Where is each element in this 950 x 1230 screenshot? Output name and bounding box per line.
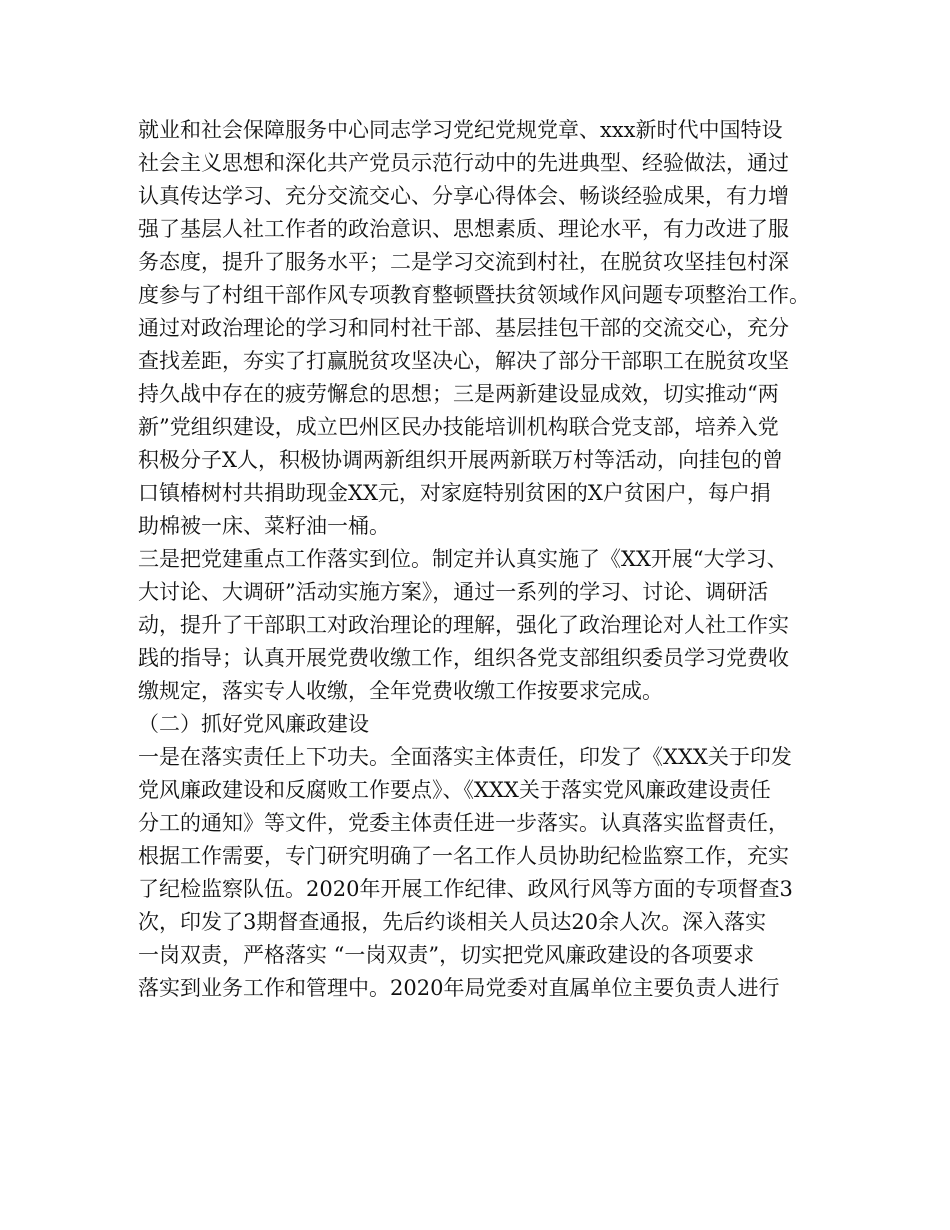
text-line: 就业和社会保障服务中心同志学习党纪党规党章、xxx新时代中国特设 <box>138 118 783 142</box>
text-line: 党风廉政建设和反腐败工作要点》、《XXX关于落实党风廉政建设责任 <box>138 778 771 802</box>
text-line: 落实到业务工作和管理中。2020年局党委对直属单位主要负责人进行 <box>138 976 780 1000</box>
text-line: 大讨论、大调研”活动实施方案》，通过一系列的学习、讨论、调研活 <box>138 580 769 604</box>
text-line: 三是把党建重点工作落实到位。制定并认真实施了《XX开展“大学习、 <box>138 547 788 571</box>
text-line: 积极分子X人，积极协调两新组织开展两新联万村等活动，向挂包的曾 <box>138 448 783 472</box>
text-line: 助棉被一床、菜籽油一桶。 <box>138 514 390 538</box>
text-line: 一岗双责，严格落实 “一岗双责”，切实把党风廉政建设的各项要求 <box>138 943 755 967</box>
text-line: 强了基层人社工作者的政治意识、思想素质、理论水平，有力改进了服 <box>138 217 789 241</box>
text-line: 新”党组织建设，成立巴州区民办技能培训机构联合党支部，培养入党 <box>138 415 779 439</box>
text-line: 践的指导；认真开展党费收缴工作，组织各党支部组织委员学习党费收 <box>138 646 789 670</box>
text-line: 查找差距，夯实了打赢脱贫攻坚决心，解决了部分干部职工在脱贫攻坚 <box>138 349 789 373</box>
text-line: 动，提升了干部职工对政治理论的理解，强化了政治理论对人社工作实 <box>138 613 789 637</box>
text-line: 认真传达学习、充分交流交心、分享心得体会、畅谈经验成果，有力增 <box>138 184 789 208</box>
text-line: 通过对政治理论的学习和同村社干部、基层挂包干部的交流交心，充分 <box>138 316 789 340</box>
text-line: 了纪检监察队伍。2020年开展工作纪律、政风行风等方面的专项督查3 <box>138 877 793 901</box>
text-line: 口镇椿树村共捐助现金XX元，对家庭特别贫困的X户贫困户，每户捐 <box>138 481 771 505</box>
document-body <box>138 114 838 1005</box>
text-line: 次，印发了3期督查通报，先后约谈相关人员达20余人次。深入落实 <box>138 910 767 934</box>
text-line: 度参与了村组干部作风专项教育整顿暨扶贫领域作风问题专项整治工作。 <box>138 283 810 307</box>
text-line: 持久战中存在的疲劳懈怠的思想；三是两新建设显成效，切实推动“两 <box>138 382 779 406</box>
text-line: 社会主义思想和深化共产党员示范行动中的先进典型、经验做法，通过 <box>138 151 789 175</box>
text-line: 缴规定，落实专人收缴，全年党费收缴工作按要求完成。 <box>138 679 663 703</box>
section-heading: （二）抓好党风廉政建设 <box>138 712 369 736</box>
text-line: 根据工作需要，专门研究明确了一名工作人员协助纪检监察工作，充实 <box>138 844 789 868</box>
text-line: 务态度，提升了服务水平；二是学习交流到村社，在脱贫攻坚挂包村深 <box>138 250 789 274</box>
text-line: 分工的通知》等文件，党委主体责任进一步落实。认真落实监督责任， <box>138 811 789 835</box>
text-line: 一是在落实责任上下功夫。全面落实主体责任，印发了《XXX关于印发 <box>138 745 792 769</box>
